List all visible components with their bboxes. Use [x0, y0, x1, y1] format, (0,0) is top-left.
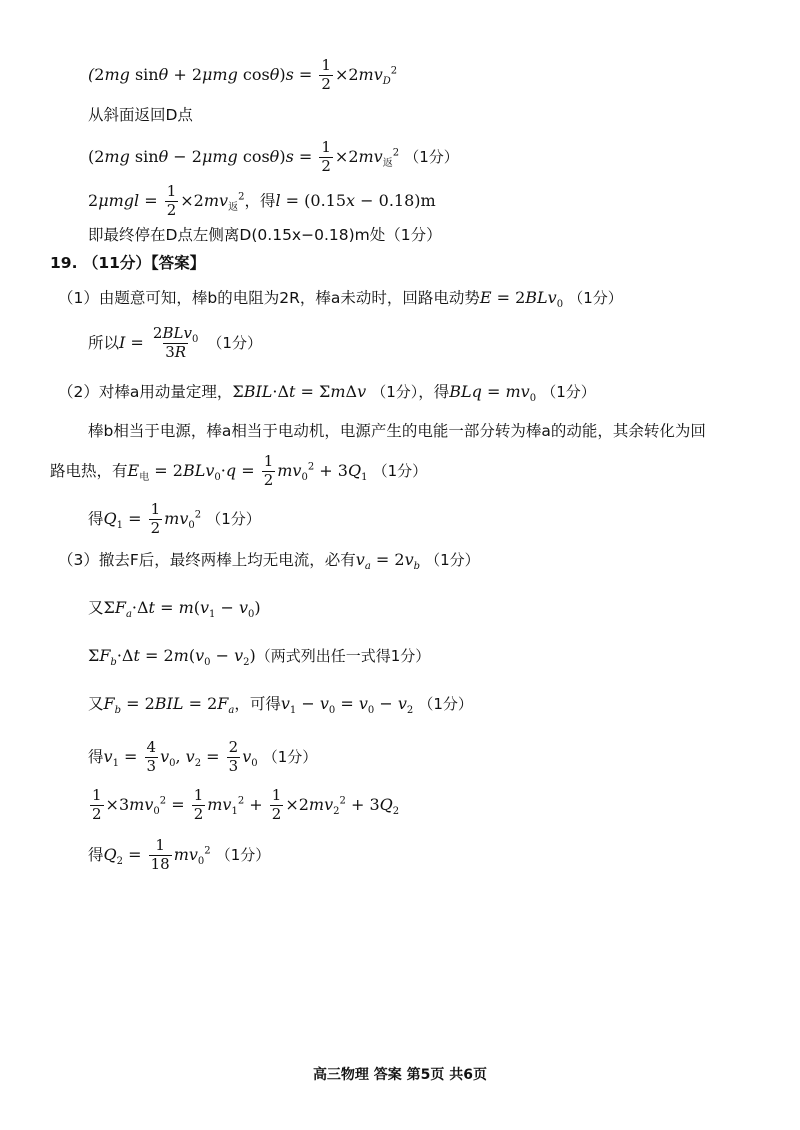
velocity-results: 得$v_1$ = $\frac{4}{3}$ $v_0$, $v_2$ = $\frac{2}{3}$ $v_0$ （1分） — [88, 738, 318, 775]
part-2-line: （2）对棒a用动量定理，ΣBIL·Δt = ΣmΔv （1分），得BLq = $mv_0$ （1分） — [58, 382, 596, 405]
impulse-b: $\Sigma F_b\cdot\Delta t = 2m(v_0 - v_2)$（两式列出任一式得1分） — [88, 646, 431, 669]
equation-line-3: (2mg sinθ − 2μmg cosθ)s = $\frac{1}{2}$ $\times 2mv_返^2$ （1分） — [88, 138, 459, 175]
energy-equation: $\frac{1}{2}$ $\times 3mv_0^2$ = $\frac{1}{2}$ $mv_1^2$ + $\frac{1}{2}$ $\times 2mv_2^2 + 3Q_2$ — [92, 786, 400, 823]
equation-line-4: 2μmgl = $\frac{1}{2}$ $\times 2mv_返^2$，得l = (0.15x − 0.18)m — [88, 182, 436, 219]
impulse-a: 又$\Sigma F_a\cdot\Delta t = m(v_1 - v_0)$ — [88, 598, 261, 621]
text-got-l: ，得 — [244, 191, 276, 210]
question-19-heading: 19. （11分）【答案】 — [50, 254, 206, 272]
part-2-explanation-2: 路电热，有$E_电 = 2BLv_0\cdot q$ = $\frac{1}{2}$ $mv_0^2 + 3Q_1$ （1分） — [50, 452, 428, 489]
part-3-line: （3）撤去F后，最终两棒上均无电流，必有$v_a = 2v_b$ （1分） — [58, 550, 480, 573]
force-relation: 又$F_b = 2BIL = 2F_a$，可得$v_1 - v_0 = v_0 - v_2$ （1分） — [88, 694, 473, 717]
q1-result: 得$Q_1$ = $\frac{1}{2}$ $mv_0^2$ （1分） — [88, 500, 261, 537]
part-2-explanation-1: 棒b相当于电源，棒a相当于电动机，电源产生的电能一部分转为棒a的动能，其余转化为回 — [88, 422, 706, 440]
part-1-line: （1）由题意可知，棒b的电阻为2R，棒a未动时，回路电动势E = 2BLv$_0$ （1分） — [58, 288, 623, 311]
page-footer: 高三物理 答案 第5页 共6页 — [312, 1067, 488, 1083]
text-from-slope: 从斜面返回D点 — [88, 106, 193, 124]
score-note: （1分） — [404, 147, 459, 166]
current-equation: 所以I = $\frac{2BLv_0}{3R}$ （1分） — [88, 324, 262, 361]
equation-line-1: (2mg sinθ + 2μmg cosθ)s = $\frac{1}{2}$ $\times 2mv_D^2$ — [88, 56, 398, 93]
text-stop-position: 即最终停在D点左侧离D(0.15x−0.18)m处（1分） — [88, 226, 442, 244]
q2-result: 得$Q_2$ = $\frac{1}{18}$ $mv_0^2$ （1分） — [88, 836, 271, 873]
